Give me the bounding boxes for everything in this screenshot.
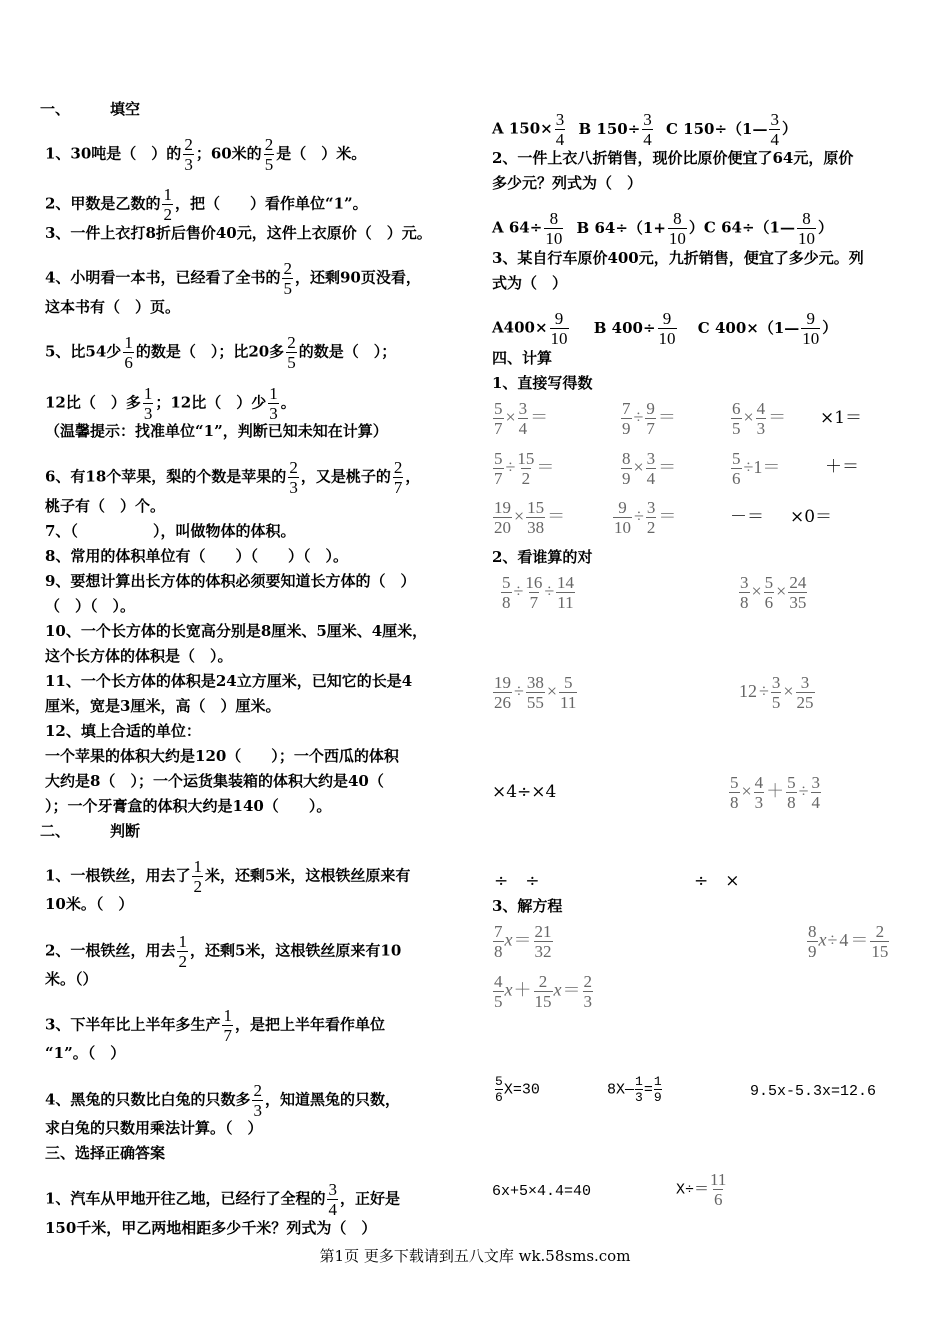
section-3-heading: 三、选择正确答案: [45, 1144, 166, 1162]
fill-q4-cont: 这本书有（ ）页。: [45, 298, 181, 316]
calc-item: $\frac{19}{20}$ × $\frac{15}{38}$ ＝: [494, 498, 566, 537]
fill-q9-cont: （ ）（ ）。: [45, 597, 136, 615]
choice-q2-options: A 64÷ $\frac{8}{10}$ B 64÷（1+ $\frac{8}{10}$ ）C 64÷（1— $\frac{8}{10}$ ）: [492, 209, 833, 248]
fill-q12: 12、填上合适的单位：: [45, 722, 201, 740]
fraction: $\frac{8}{10}$: [797, 209, 815, 248]
calc-item: $\frac{7}{9}$ ÷ $\frac{9}{7}$ ＝: [622, 399, 676, 438]
fraction: $\frac{2}{7}$: [393, 458, 403, 497]
calc-item: $\frac{3}{8}$ × $\frac{5}{6}$ × $\frac{24}{35}$: [740, 573, 807, 612]
fraction: $\frac{1}{6}$: [124, 333, 133, 372]
judge-q3-cont: “1”。（ ）: [45, 1044, 126, 1062]
tip-text: （温馨提示：找准单位“1”，判断已知未知在计算）: [45, 422, 388, 440]
equation-item: $\frac{4}{5}$ x＋ $\frac{2}{15}$ x＝ $\frac{2}{3}$: [494, 972, 592, 1011]
equation-item: X÷＝ $\frac{11}{6}$: [676, 1170, 727, 1209]
fraction: $\frac{3}{4}$: [643, 110, 652, 149]
calc-item: 12 ÷ $\frac{3}{5}$ × $\frac{3}{25}$: [739, 673, 814, 712]
calc-item: $\frac{8}{9}$ × $\frac{3}{4}$ ＝: [622, 449, 677, 488]
fraction: $\frac{8}{10}$: [545, 209, 563, 248]
calc-item: $\frac{5}{7}$ × $\frac{3}{4}$ ＝: [494, 399, 549, 438]
fill-q5-cont: 12比（ ）多 $\frac{1}{3}$ ；12比（ ）少 $\frac{1}{3}$ 。: [45, 384, 296, 423]
calc-sub1-heading: 1、直接写得数: [492, 374, 593, 392]
fill-q12-line1: 一个苹果的体积大约是120（ ）；一个西瓜的体积: [45, 747, 399, 765]
fraction: $\frac{9}{10}$: [658, 309, 676, 348]
fill-q5: 5、比54少 $\frac{1}{6}$ 的数是（ ）；比20多 $\frac{2}{5}$ 的数是（ ）；: [45, 333, 397, 372]
fraction: $\frac{1}{3}$: [143, 384, 153, 423]
fraction: $\frac{1}{7}$: [223, 1006, 232, 1045]
calc-sub3-heading: 3、解方程: [492, 897, 563, 915]
fill-q10-cont: 这个长方体的体积是（ ）。: [45, 647, 233, 665]
judge-q4: 4、黑兔的只数比白兔的只数多 $\frac{2}{3}$ ，知道黑兔的只数，: [45, 1081, 400, 1120]
fill-q12-line2: 大约是8（ ）；一个运货集装箱的体积大约是40（: [45, 772, 384, 790]
fraction: $\frac{3}{4}$: [555, 110, 565, 149]
calc-item: ×4÷×4: [492, 782, 557, 802]
fraction: $\frac{9}{10}$: [802, 309, 820, 348]
calc-item: $\frac{5}{6}$ ÷1＝: [732, 449, 781, 488]
judge-q2: 2、一根铁丝，用去 $\frac{1}{2}$ ，还剩5米，这根铁丝原来有10: [45, 932, 402, 971]
choice-q3: 3、某自行车原价400元，九折销售，便宜了多少元。列: [492, 249, 864, 267]
fraction: $\frac{8}{10}$: [668, 209, 686, 248]
fraction: $\frac{2}{5}$: [287, 333, 296, 372]
section-2-heading: 二、 判断: [40, 822, 141, 840]
judge-q1-cont: 10米。（ ）: [45, 895, 134, 913]
calc-sub2-heading: 2、看谁算的对: [492, 548, 593, 566]
fill-q11-cont: 厘米，宽是3厘米，高（ ）厘米。: [45, 697, 281, 715]
fraction: $\frac{9}{10}$: [550, 309, 568, 348]
calc-item: ÷ ÷: [494, 871, 540, 891]
calc-item: $\frac{5}{7}$ ÷ $\frac{15}{2}$ ＝: [494, 449, 555, 488]
fill-q11: 11、一个长方体的体积是24立方厘米，已知它的长是4: [45, 672, 413, 690]
choice-q1: 1、汽车从甲地开往乙地，已经行了全程的 $\frac{3}{4}$ ，正好是: [45, 1180, 400, 1219]
fill-q10: 10、一个长方体的长宽高分别是8厘米、5厘米、4厘米，: [45, 622, 428, 640]
page-footer: 第1页 更多下载请到五八文库 wk.58sms.com: [319, 1247, 631, 1265]
fill-q6-cont: 桃子有（ ）个。: [45, 497, 166, 515]
section-1-heading: 一、 填空: [40, 100, 141, 118]
choice-q2: 2、一件上衣八折销售，现价比原价便宜了64元，原价: [492, 149, 854, 167]
calc-item: ×0＝: [790, 507, 833, 527]
equation-item: 8X— $\frac{1}{3}$ = $\frac{1}{9}$: [607, 1074, 662, 1105]
choice-q1-cont: 150千米，甲乙两地相距多少千米？列式为（ ）: [45, 1219, 377, 1237]
fill-q9: 9、要想计算出长方体的体积必须要知道长方体的（ ）: [45, 572, 416, 590]
judge-q4-cont: 求白兔的只数用乘法计算。（ ）: [45, 1119, 263, 1137]
fraction: $\frac{2}{3}$: [289, 458, 298, 497]
calc-item: ＋＝: [825, 457, 859, 477]
calc-item: ×1＝: [820, 408, 863, 428]
section-4-heading: 四、计算: [492, 349, 553, 367]
fraction: $\frac{2}{3}$: [184, 135, 193, 174]
fraction: $\frac{2}{3}$: [253, 1081, 262, 1120]
fraction: $\frac{2}{5}$: [283, 259, 292, 298]
equation-item: $\frac{8}{9}$ x÷ 4 ＝ $\frac{2}{15}$: [808, 922, 889, 961]
calc-item: $\frac{5}{8}$ ÷ $\frac{16}{7}$ ÷ $\frac{14}{11}$: [502, 573, 574, 612]
choice-q3-options: A400× $\frac{9}{10}$ B 400÷ $\frac{9}{10}$ C 400×（1— $\frac{9}{10}$ ）: [492, 309, 838, 348]
equation-item: $\frac{7}{8}$ x＝ $\frac{21}{32}$: [494, 922, 552, 961]
fraction: $\frac{3}{4}$: [328, 1180, 337, 1219]
judge-q1: 1、一根铁丝，用去了 $\frac{1}{2}$ 米，还剩5米，这根铁丝原来有: [45, 857, 411, 896]
calc-item: $\frac{9}{10}$ ÷ $\frac{3}{2}$ ＝: [614, 498, 677, 537]
equation-item: 9.5x-5.3x=12.6: [750, 1083, 877, 1100]
calc-item: $\frac{19}{26}$ ÷ $\frac{38}{55}$ × $\frac{5}{11}$: [494, 673, 577, 712]
choice-q1-options: A 150× $\frac{3}{4}$ B 150÷ $\frac{3}{4}$ C 150÷（1— $\frac{3}{4}$ ）: [492, 110, 797, 149]
fill-q12-line3: ）；一个牙膏盒的体积大约是140（ ）。: [45, 797, 332, 815]
fill-q8: 8、常用的体积单位有（ ）（ ）（ ）。: [45, 547, 348, 565]
judge-q3: 3、下半年比上半年多生产 $\frac{1}{7}$ ，是把上半年看作单位: [45, 1006, 385, 1045]
choice-q3-cont: 式为（ ）: [492, 274, 568, 292]
fraction: $\frac{3}{4}$: [770, 110, 779, 149]
fraction: $\frac{1}{2}$: [193, 857, 202, 896]
fill-q4: 4、小明看一本书，已经看了全书的 $\frac{2}{5}$ ，还剩90页没看，: [45, 259, 421, 298]
fill-q2: 2、甲数是乙数的 $\frac{1}{2}$ ，把（ ）看作单位“1”。: [45, 185, 368, 224]
calc-item: $\frac{6}{5}$ × $\frac{4}{3}$ ＝: [732, 399, 787, 438]
calc-item: ÷ ×: [694, 871, 740, 891]
fill-q1: 1、30吨是（ ）的 $\frac{2}{3}$ ；60米的 $\frac{2}{5}$ 是（ ）米。: [45, 135, 367, 174]
calc-item: $\frac{5}{8}$ × $\frac{4}{3}$ ＋ $\frac{5}{8}$ ÷ $\frac{3}{4}$: [730, 773, 821, 812]
calc-item: －＝: [730, 507, 764, 527]
choice-q2-cont: 多少元？列式为（ ）: [492, 174, 643, 192]
fill-q6: 6、有18个苹果，梨的个数是苹果的 $\frac{2}{3}$ ，又是桃子的 $\frac{2}{7}$ ，: [45, 458, 421, 497]
fraction: $\frac{1}{3}$: [269, 384, 278, 423]
fraction: $\frac{1}{2}$: [163, 185, 172, 224]
fraction: $\frac{2}{5}$: [264, 135, 274, 174]
fraction: $\frac{1}{2}$: [178, 932, 187, 971]
fill-q7: 7、（ ），叫做物体的体积。: [45, 522, 296, 540]
fill-q3: 3、一件上衣打8折后售价40元，这件上衣原价（ ）元。: [45, 224, 432, 242]
equation-item: $\frac{5}{6}$ X=30: [495, 1074, 540, 1105]
equation-item: 6x+5×4.4=40: [492, 1183, 592, 1200]
judge-q2-cont: 米。（）: [45, 970, 98, 988]
